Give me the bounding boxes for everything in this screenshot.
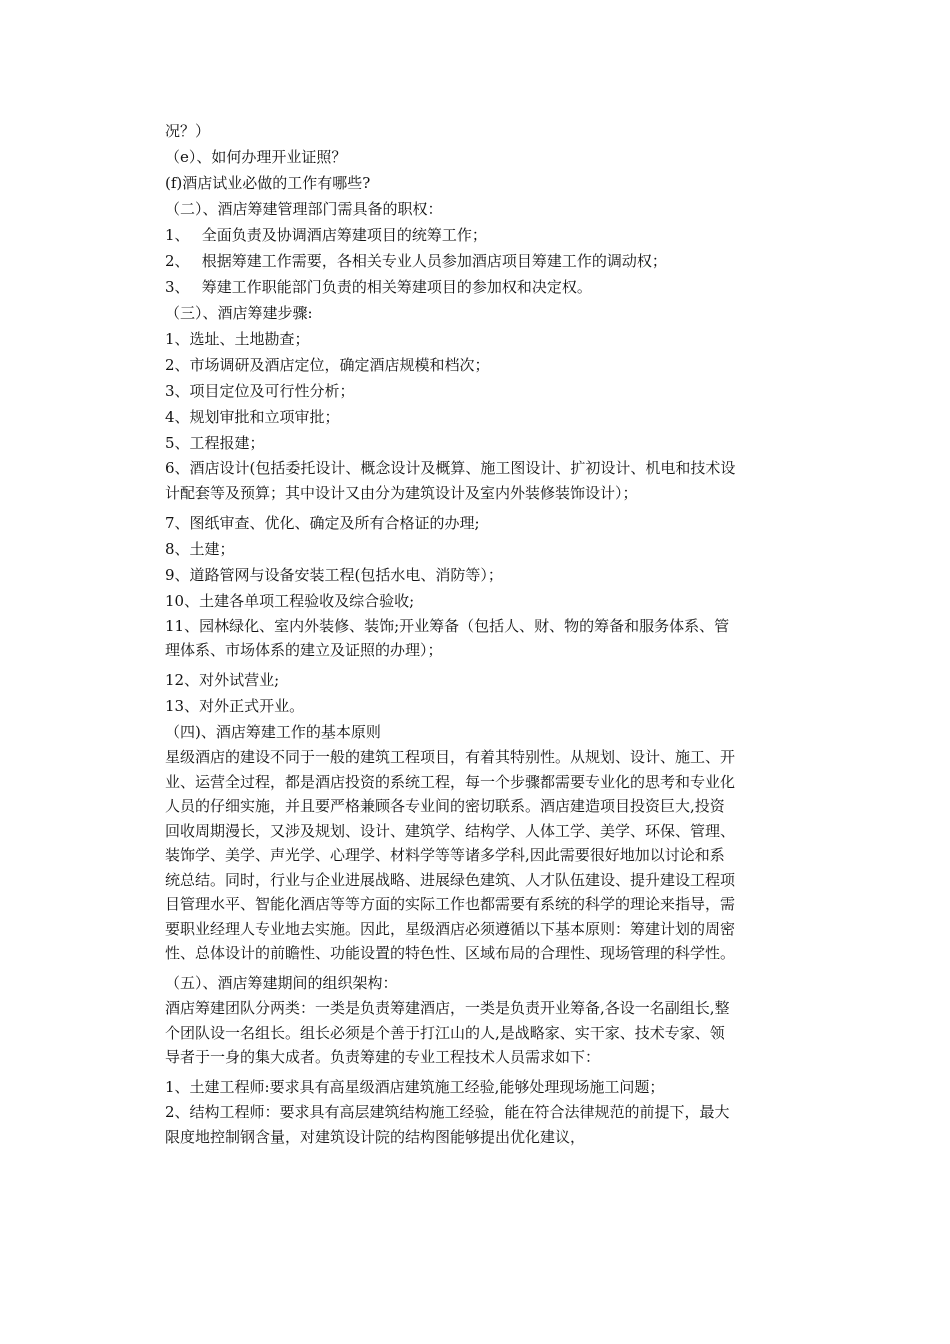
- list-item: 3、 筹建工作职能部门负责的相关筹建项目的参加权和决定权。: [165, 278, 592, 296]
- text-line: 星级酒店的建设不同于一般的建筑工程项目，有着其特别性。从规划、设计、施工、开: [165, 748, 736, 766]
- structural-paragraph: [165, 1100, 805, 1149]
- list-item-6: [165, 456, 805, 505]
- text-line: 人员的仔细实施，并且要严格兼顾各专业间的密切联系。酒店建造项目投资巨大,投资: [165, 797, 725, 815]
- text-line: 6、酒店设计(包括委托设计、概念设计及概算、施工图设计、扩初设计、机电和技术设: [165, 459, 736, 477]
- document-page: [165, 118, 805, 1149]
- text-line: 11、园林绿化、室内外装修、装饰;开业筹备（包括人、财、物的筹备和服务体系、管: [165, 616, 730, 635]
- text-line: 个团队设一名组长。组长必须是个善于打江山的人,是战略家、实干家、技术专家、领: [165, 1023, 725, 1042]
- text-line: 计配套等及预算；其中设计又由分为建筑设计及室内外装修装饰设计）；: [165, 483, 638, 502]
- question-f: (f)酒店试业必做的工作有哪些?: [165, 174, 371, 192]
- text-line: 性、总体设计的前瞻性、功能设置的特色性、区域布局的合理性、现场管理的科学性。: [165, 944, 736, 962]
- text-line: 装饰学、美学、声光学、心理学、材料学等等诸多学科,因此需要很好地加以讨论和系: [165, 846, 725, 864]
- list-item: 4、规划审批和立项审批；: [165, 408, 340, 426]
- text-line: 业、运营全过程，都是酒店投资的系统工程，每一个步骤都需要专业化的思考和专业化: [165, 772, 736, 791]
- text-line: 理体系、市场体系的建立及证照的办理）；: [165, 641, 443, 659]
- list-item: 12、对外试营业;: [165, 671, 280, 689]
- text-line: 限度地控制钢含量，对建筑设计院的结构图能够提出优化建议，: [165, 1127, 586, 1146]
- principles-paragraph: [165, 745, 805, 966]
- list-item: 10、土建各单项工程验收及综合验收;: [165, 591, 415, 610]
- text-line: 2、结构工程师：要求具有高层建筑结构施工经验，能在符合法律规范的前提下，最大: [165, 1103, 730, 1121]
- list-item: 1、选址、土地勘查；: [165, 330, 310, 348]
- text-line: 导者于一身的集大成者。负责筹建的专业工程技术人员需求如下：: [165, 1048, 601, 1066]
- list-item: 2、市场调研及酒店定位，确定酒店规模和档次；: [165, 356, 490, 374]
- text-line: 回收周期漫长，又涉及规划、设计、建筑学、结构学、人体工学、美学、环保、管理、: [165, 821, 736, 840]
- list-item: 1、 全面负责及协调酒店筹建项目的统筹工作；: [165, 226, 487, 244]
- text-line: 要职业经理人专业地去实施。因此，星级酒店必须遵循以下基本原则：筹建计划的周密: [165, 919, 736, 938]
- list-item: 3、项目定位及可行性分析；: [165, 382, 355, 400]
- list-item: 8、土建；: [165, 539, 235, 558]
- list-item: 13、对外正式开业。: [165, 697, 305, 715]
- list-item: 5、工程报建；: [165, 434, 265, 452]
- list-item: 1、土建工程师:要求具有高星级酒店建筑施工经验,能够处理现场施工问题；: [165, 1078, 665, 1096]
- text-line: 况？）: [165, 122, 211, 140]
- text-line: 目管理水平、智能化酒店等等方面的实际工作也都需要有系统的科学的理论来指导，需: [165, 895, 736, 913]
- section-2-heading: （二）、酒店筹建管理部门需具备的职权：: [165, 200, 443, 218]
- section-5-heading: （五）、酒店筹建期间的组织架构：: [165, 974, 398, 992]
- text-line: 统总结。同时，行业与企业进展战略、进展绿色建筑、人才队伍建设、提升建设工程项: [165, 870, 736, 889]
- section-3-heading: （三）、酒店筹建步骤:: [165, 304, 313, 322]
- list-item-11: [165, 614, 805, 663]
- list-item: 7、图纸审查、优化、确定及所有合格证的办理;: [165, 513, 480, 532]
- list-item: 2、 根据筹建工作需要，各相关专业人员参加酒店项目筹建工作的调动权；: [165, 252, 667, 270]
- text-line: 酒店筹建团队分两类：一类是负责筹建酒店，一类是负责开业筹备,各设一名副组长,整: [165, 999, 730, 1017]
- section-4-heading: （四)、酒店筹建工作的基本原则: [165, 723, 381, 741]
- team-paragraph: [165, 996, 805, 1070]
- list-item: 9、道路管网与设备安装工程(包括水电、消防等）；: [165, 565, 503, 584]
- question-e: （e）、如何办理开业证照？: [165, 148, 347, 166]
